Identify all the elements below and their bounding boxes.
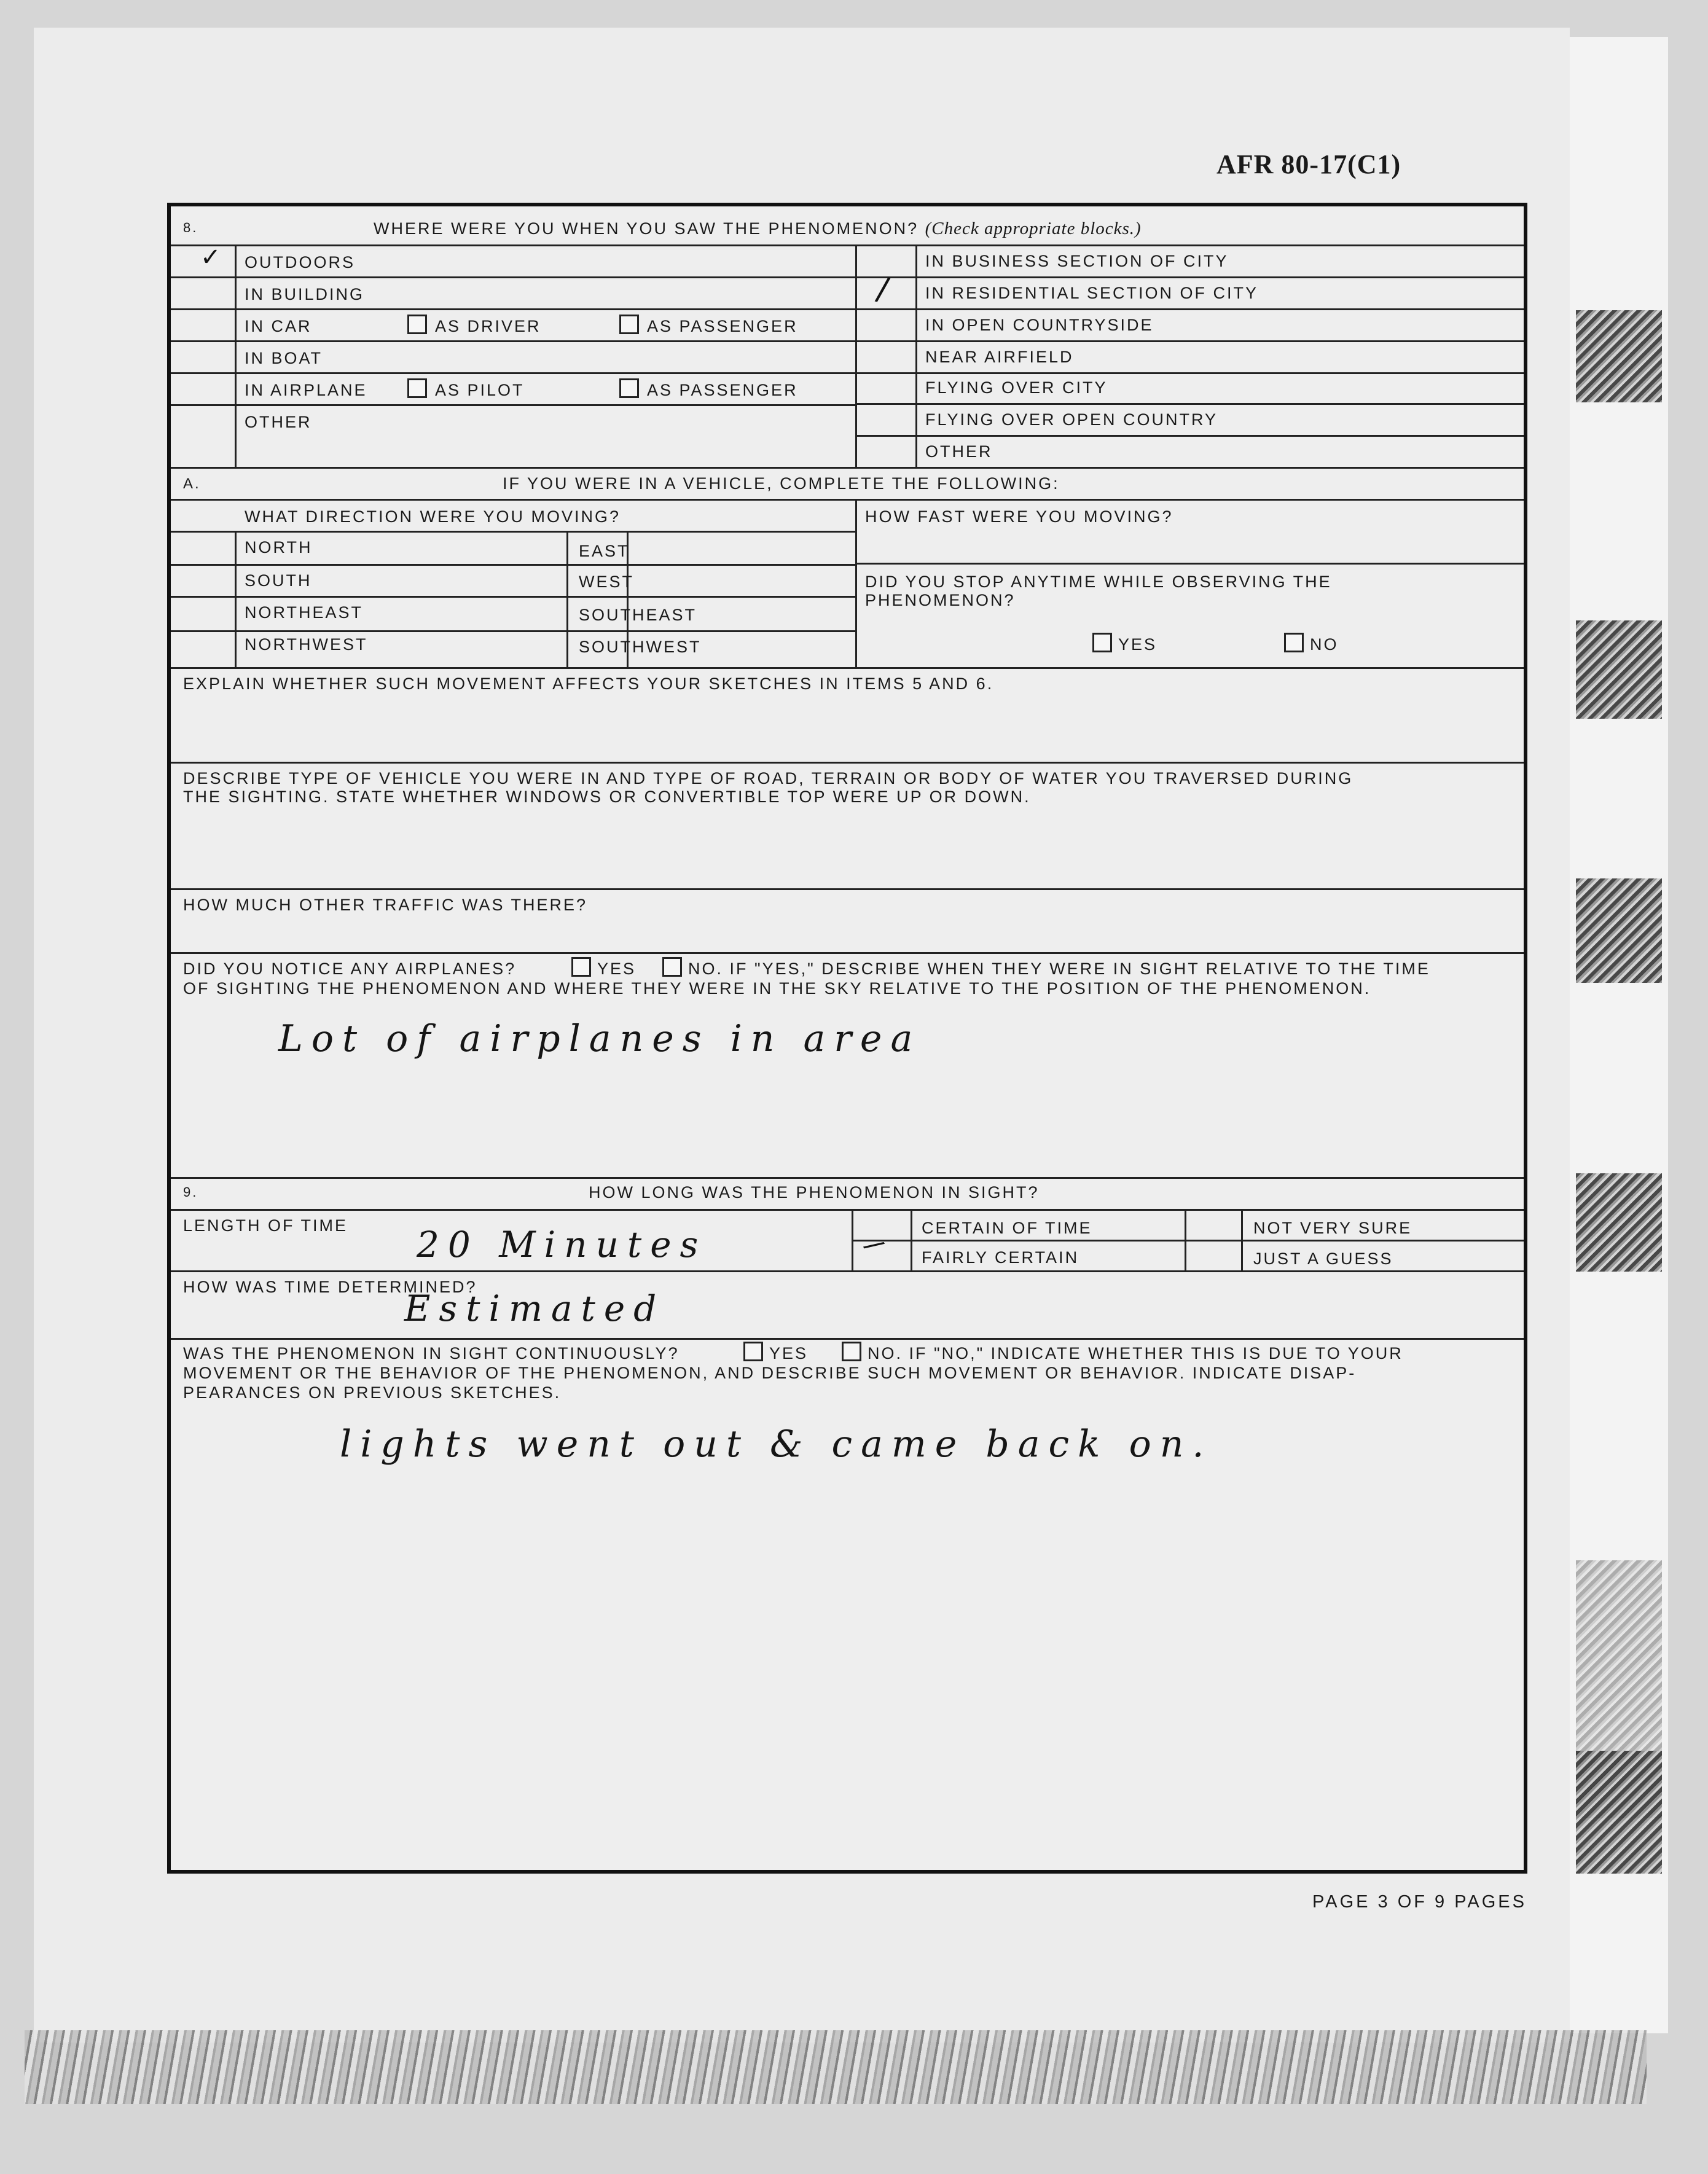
southeast-label: SOUTHEAST (579, 606, 697, 624)
continuous-question-line3: PEARANCES ON PREVIOUS SKETCHES. (183, 1383, 562, 1402)
scan-noise-strip (25, 2030, 1647, 2104)
airplanes-question-line2: OF SIGHTING THE PHENOMENON AND WHERE THEY WERE IN THE SKY RELATIVE TO THE POSITION OF THE PHENOMENON. (183, 979, 1371, 998)
airplanes-question-part2: NO. IF "YES," DESCRIBE WHEN THEY WERE IN SIGHT RELATIVE TO THE TIME (688, 960, 1430, 978)
business-section-label: IN BUSINESS SECTION OF CITY (925, 252, 1229, 270)
as-passenger-car-checkbox[interactable] (619, 315, 639, 334)
flying-over-city-label: FLYING OVER CITY (925, 378, 1108, 397)
time-determined-handwritten-answer: Estimated (404, 1288, 665, 1329)
section-8-number: 8. (183, 220, 198, 235)
airplanes-handwritten-answer: Lot of airplanes in area (278, 1017, 922, 1060)
west-label: WEST (579, 573, 634, 591)
traffic-question: HOW MUCH OTHER TRAFFIC WAS THERE? (183, 896, 588, 914)
direction-question: WHAT DIRECTION WERE YOU MOVING? (245, 507, 621, 526)
other-area-label: OTHER (925, 442, 993, 461)
outdoors-label: OUTDOORS (245, 253, 356, 272)
time-determined-question: HOW WAS TIME DETERMINED? (183, 1278, 477, 1296)
airplanes-no-checkbox[interactable] (662, 957, 682, 977)
as-driver-label: AS DRIVER (435, 317, 541, 335)
continuous-no-checkbox[interactable] (842, 1342, 861, 1361)
flying-over-country-label: FLYING OVER OPEN COUNTRY (925, 410, 1218, 429)
in-car-label: IN CAR (245, 317, 312, 335)
in-airplane-label: IN AIRPLANE (245, 381, 367, 399)
stop-yes-label: YES (1118, 635, 1158, 654)
stop-yes-checkbox[interactable] (1092, 633, 1112, 652)
other-location-label: OTHER (245, 413, 312, 431)
continuous-yes-label: YES (769, 1344, 809, 1363)
stop-question-line2: PHENOMENON? (865, 591, 1016, 609)
fairly-certain-label: FAIRLY CERTAIN (922, 1248, 1079, 1267)
continuous-question-part1: WAS THE PHENOMENON IN SIGHT CONTINUOUSLY? (183, 1344, 680, 1363)
stop-no-checkbox[interactable] (1284, 633, 1304, 652)
not-very-sure-label: NOT VERY SURE (1253, 1219, 1412, 1237)
outdoors-check-mark: ✓ (200, 243, 221, 272)
speed-question: HOW FAST WERE YOU MOVING? (865, 507, 1173, 526)
near-airfield-label: NEAR AIRFIELD (925, 348, 1074, 366)
scan-smudge (1576, 620, 1662, 719)
in-building-label: IN BUILDING (245, 285, 365, 303)
airplanes-question-part1: DID YOU NOTICE ANY AIRPLANES? (183, 960, 517, 978)
fairly-certain-mark: / (860, 1234, 889, 1256)
section-9-number: 9. (183, 1184, 198, 1200)
certain-of-time-label: CERTAIN OF TIME (922, 1219, 1092, 1237)
vehicle-question-line1: DESCRIBE TYPE OF VEHICLE YOU WERE IN AND TYPE OF ROAD, TERRAIN OR BODY OF WATER YOU TRAVERSED DURING (183, 769, 1353, 788)
airplanes-yes-label: YES (597, 960, 637, 978)
continuous-question-part2: NO. IF "NO," INDICATE WHETHER THIS IS DUE TO YOUR (868, 1344, 1403, 1363)
stop-question-line1: DID YOU STOP ANYTIME WHILE OBSERVING THE (865, 573, 1332, 591)
as-pilot-label: AS PILOT (435, 381, 525, 399)
residential-section-label: IN RESIDENTIAL SECTION OF CITY (925, 284, 1259, 302)
section-a-letter: A. (183, 475, 201, 492)
as-passenger-plane-checkbox[interactable] (619, 378, 639, 398)
continuous-handwritten-answer: lights went out & came back on. (340, 1423, 1213, 1466)
just-a-guess-label: JUST A GUESS (1253, 1249, 1393, 1268)
northeast-label: NORTHEAST (245, 603, 364, 622)
continuous-question-line2: MOVEMENT OR THE BEHAVIOR OF THE PHENOMENON, AND DESCRIBE SUCH MOVEMENT OR BEHAVIOR. INDICATE DISAP- (183, 1364, 1357, 1382)
scan-smudge (1576, 1751, 1662, 1874)
as-pilot-checkbox[interactable] (407, 378, 427, 398)
scan-smudge (1576, 310, 1662, 402)
questionnaire-form (167, 203, 1527, 1874)
southwest-label: SOUTHWEST (579, 638, 702, 656)
length-handwritten-answer: 20 Minutes (417, 1224, 707, 1265)
as-passenger-car-label: AS PASSENGER (647, 317, 798, 335)
scan-smudge (1576, 1173, 1662, 1272)
north-label: NORTH (245, 538, 313, 557)
in-boat-label: IN BOAT (245, 349, 323, 367)
as-driver-checkbox[interactable] (407, 315, 427, 334)
page-number: PAGE 3 OF 9 PAGES (1312, 1892, 1527, 1912)
section-a-title: IF YOU WERE IN A VEHICLE, COMPLETE THE FOLLOWING: (503, 474, 1060, 493)
section-9-title: HOW LONG WAS THE PHENOMENON IN SIGHT? (589, 1183, 1040, 1202)
adjacent-page-edge (1570, 37, 1668, 2033)
northwest-label: NORTHWEST (245, 635, 368, 654)
form-code: AFR 80-17(C1) (1216, 149, 1401, 179)
vehicle-question-line2: THE SIGHTING. STATE WHETHER WINDOWS OR CONVERTIBLE TOP WERE UP OR DOWN. (183, 788, 1031, 806)
open-countryside-label: IN OPEN COUNTRYSIDE (925, 316, 1154, 334)
explain-movement-question: EXPLAIN WHETHER SUCH MOVEMENT AFFECTS YOUR SKETCHES IN ITEMS 5 AND 6. (183, 674, 994, 693)
length-of-time-label: LENGTH OF TIME (183, 1216, 348, 1235)
as-passenger-plane-label: AS PASSENGER (647, 381, 798, 399)
residential-check-mark: / (873, 270, 892, 309)
airplanes-yes-checkbox[interactable] (571, 957, 591, 977)
section-8-title: WHERE WERE YOU WHEN YOU SAW THE PHENOMENON? (Check appropriate blocks.) (374, 219, 1142, 238)
scan-smudge (1576, 878, 1662, 983)
continuous-yes-checkbox[interactable] (743, 1342, 763, 1361)
east-label: EAST (579, 542, 630, 560)
south-label: SOUTH (245, 571, 312, 590)
stop-no-label: NO (1310, 635, 1339, 654)
